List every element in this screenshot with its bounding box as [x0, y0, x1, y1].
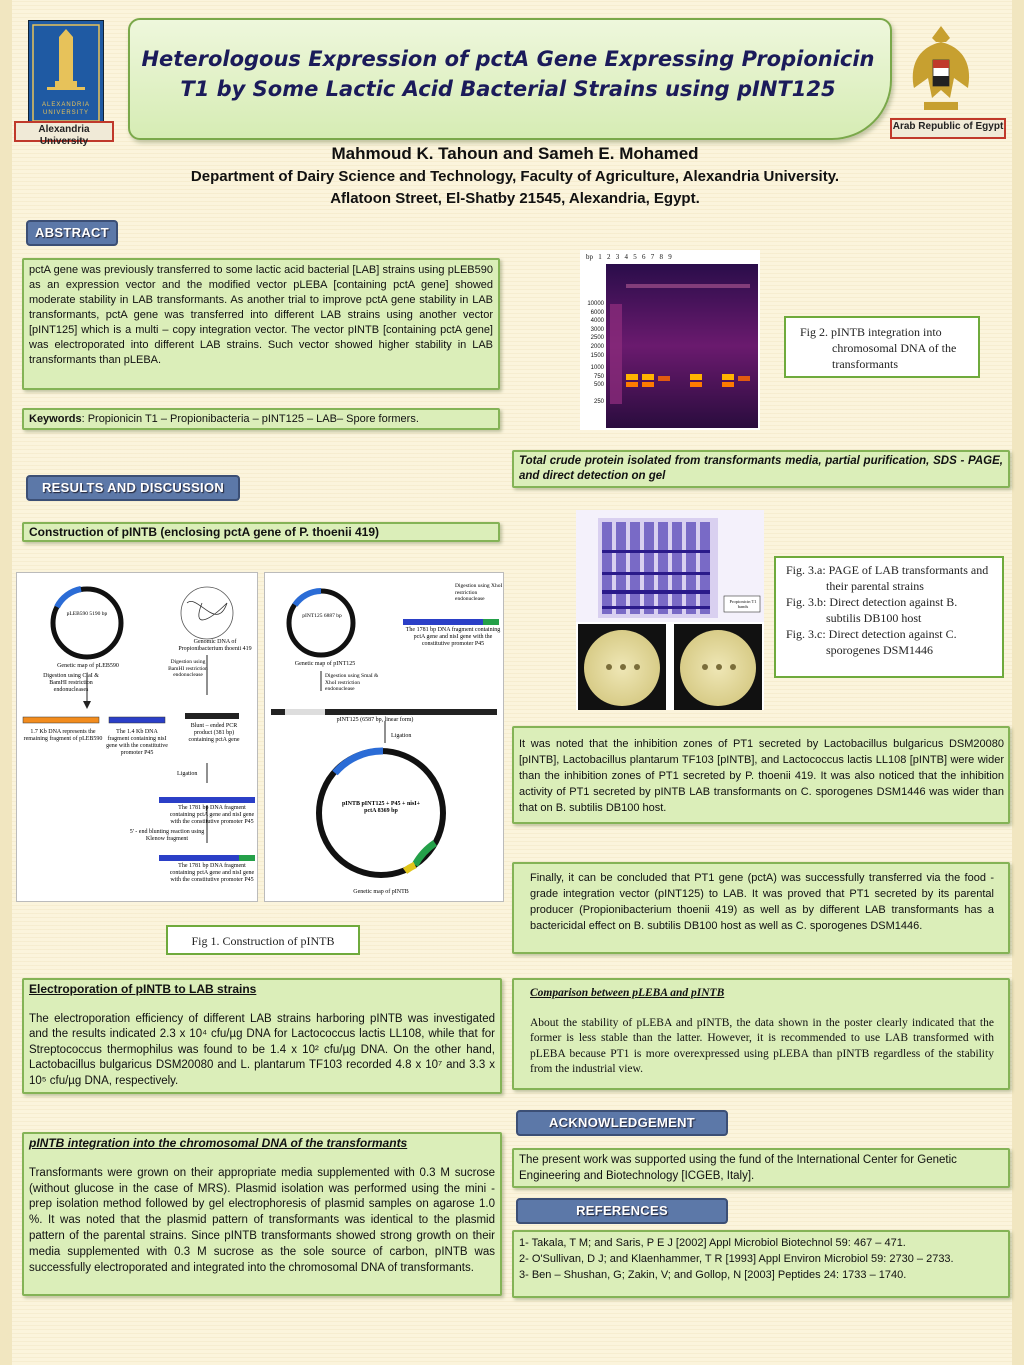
reference-2: 2- O'Sullivan, D J; and Klaenhammer, T R [1993] Appl Environ Microbiol 59: 2730 – 2733. — [519, 1253, 954, 1265]
fig1-ligation-left: Ligation — [177, 771, 198, 777]
fig2-caption: Fig 2. pINTB integration into chromosomal DNA of the transformants — [800, 325, 957, 371]
fig1-ligation-right: Ligation — [391, 733, 412, 739]
fig3-heading-panel — [512, 450, 1010, 488]
fig1-fragment-1781: The 1781 bp DNA fragment containing pctA gene and nisI gene with the constitutive promoter P45 — [169, 805, 255, 825]
conclusion-panel — [512, 862, 1010, 954]
fig1-digestion-sma: Digestion using SmaI & XhoI restriction endonuclease — [325, 673, 379, 692]
inhibition-text: It was noted that the inhibition zones of PT1 secreted by Lactobacillus bulgaricus DSM20080 [pINTB], Lactobacillus plantarum TF103 [pINTB], and Lactococcus lactis LL108 [pINTB] were wider than the inhibition zones of PT1 secreted by P. thoenii 419. It was also noticed that the inhibition activity of PT1 secreted by pINTB LAB transformants on C. sporogenes DSM1446 was wider than that on B. subtilis DB100 host. — [519, 738, 1004, 814]
fig3-plate-b — [578, 624, 666, 710]
university-label: Alexandria University — [14, 121, 114, 142]
fig2-caption-box — [784, 316, 980, 378]
integration-panel — [22, 1132, 502, 1296]
fig3-caption-b: Fig. 3.b: Direct detection against B. subtilis DB100 host — [786, 595, 958, 625]
affiliation-line-2: Aflatoon Street, El-Shatby 21545, Alexandria, Egypt. — [330, 190, 700, 207]
references-panel — [512, 1230, 1010, 1298]
authors: Mahmoud K. Tahoun and Sameh E. Mohamed — [331, 144, 699, 163]
fig1-digestion-xho: Digestion using XhoI restriction endonuclease — [455, 583, 503, 602]
electroporation-panel — [22, 978, 502, 1094]
fig2-lane-header: bp 1 2 3 4 5 6 7 8 9 — [586, 253, 672, 261]
fig1-pcr: Digestion using BamHI restriction endonuclease — [168, 659, 208, 678]
abstract-heading: ABSTRACT — [26, 220, 118, 246]
electroporation-text: The electroporation efficiency of different LAB strains harboring pINTB was investigated and the results indicated 2.3 x 10⁴ cfu/µg DNA for Lactococcus lactis LL108, while that for Streptococcus thermophilus was found to be 1.4 x 10² cfu/µg DNA. On the other hand, Lactobacillus bulgaricus DSM20080 and L. plantarum TF103 recorded 4.8 x 10⁷ and 3.3 x 10⁵ cfu/µg DNA, respectively. — [29, 1012, 495, 1087]
comparison-heading: Comparison between pLEBA and pINTB — [530, 987, 725, 999]
reference-1: 1- Takala, T M; and Saris, P E J [2002] Appl Microbiol Biotechnol 59: 467 – 471. — [519, 1237, 906, 1249]
acknowledgement-panel — [512, 1148, 1010, 1188]
fig1-fragment-1781-c: The 1781 bp DNA fragment containing pctA gene and nisI gene with the constitutive promoter P45 — [405, 627, 501, 647]
abstract-panel — [22, 258, 500, 390]
fig1-fragment-14: The 1.4 Kb DNA fragment containing nisI gene with the constitutive promoter P45 — [106, 729, 168, 756]
reference-3: 3- Ben – Shushan, G; Zakin, V; and Gollop, N [2003] Peptides 24: 1733 – 1740. — [519, 1269, 907, 1281]
fig2-ladder: 10000 6000 4000 3000 2500 2000 1500 1000 750 500 250 — [587, 301, 604, 405]
fig1-caption: Fig 1. Construction of pINTB — [191, 934, 335, 948]
fig1-blunt: Blunt – ended PCR product (381 bp) containing pctA gene — [188, 723, 240, 743]
fig1-caption-box — [166, 925, 360, 955]
logo-text: ALEXANDRIA UNIVERSITY — [41, 102, 90, 116]
fig1-right-panel — [264, 572, 504, 902]
alexandria-university-logo — [28, 20, 104, 126]
fig3-caption-c: Fig. 3.c: Direct detection against C. sporogenes DSM1446 — [786, 627, 957, 657]
poster-title — [138, 44, 878, 104]
fig1-fragment-1781-b: The 1781 bp DNA fragment containing pctA gene and nisI gene with the constitutive promoter P45 — [169, 863, 255, 883]
fig1-map-pleb590: Genetic map of pLEB590 — [57, 663, 119, 669]
fig2-gel-image — [580, 250, 760, 430]
electroporation-heading: Electroporation of pINTB to LAB strains — [29, 982, 257, 996]
keywords-text: : Propionicin T1 – Propionibacteria – pINT125 – LAB– Spore formers. — [81, 413, 419, 425]
fig1-fragment-17: 1.7 Kb DNA represents the remaining fragment of pLEB590 — [23, 729, 103, 742]
abstract-text: pctA gene was previously transferred to some lactic acid bacterial [LAB] strains using pLEB590 as an expression vector and the modified vector pLEBA [containing pctA gene] showed moderate stability in LAB transformants. As another trial to improve pctA gene stability in LAB transformants, pctA gene was transferred into different LAB strains using another vector [pINT125] which is a multi – copy integration vector. The vector pINTB [containing pctA gene] was electroporated into different LAB strains. Such vector showed higher stability in LAB transformants than pLEBA. — [29, 264, 493, 366]
keywords-label: Keywords — [29, 413, 82, 425]
fig1-klenow: 5' - end blunting reaction using Klenow fragment — [129, 829, 205, 842]
fig1-genomic: Genomic DNA of Propionibacterium thoenii 419 — [178, 639, 252, 652]
keywords-panel — [22, 408, 500, 430]
fig1-linear: pINT125 (6587 bp, linear form) — [336, 717, 414, 723]
fig3-caption-box — [774, 556, 1004, 678]
fig1-map-pintb: Genetic map of pINTB — [353, 889, 409, 895]
fig3-heading: Total crude protein isolated from transformants media, partial purification, SDS - PAGE, and direct detection on gel — [519, 455, 1003, 482]
construction-heading-panel — [22, 522, 500, 542]
acknowledgement-heading: ACKNOWLEDGEMENT — [516, 1110, 728, 1136]
affiliation-line-1: Department of Dairy Science and Technology, Faculty of Agriculture, Alexandria University. — [190, 168, 840, 185]
left-edge-strip — [0, 0, 12, 1365]
fig1-map-pint125: Genetic map of pINT125 — [294, 661, 356, 667]
integration-heading: pINTB integration into the chromosomal DNA of the transformants — [29, 1136, 408, 1150]
title-line-2: T1 by Some Lactic Acid Bacterial Strains using pINT125 — [180, 77, 836, 101]
egypt-eagle-emblem — [906, 18, 976, 118]
fig1-pint125: pINT125 6887 bp — [302, 613, 342, 619]
fig1-pleb590: pLEB590 5190 bp — [66, 611, 108, 617]
country-label: Arab Republic of Egypt — [890, 118, 1006, 139]
fig1-left-panel — [16, 572, 258, 902]
comparison-panel — [512, 978, 1010, 1090]
right-edge-strip — [1012, 0, 1024, 1365]
fig1-pintb: pINTB pINT125 + P45 + nisI+ pctA 8369 bp — [341, 801, 421, 814]
title-line-1: Heterologous Expression of pctA Gene Expressing Propionicin — [141, 47, 875, 71]
fig1-digestion-cla: Digestion using ClaI & BamHI restriction endonucleases — [43, 673, 99, 693]
acknowledgement-text: The present work was supported using the fund of the International Center for Genetic Engineering and Biotechnology [ICGEB, Italy]. — [519, 1154, 957, 1182]
fig3-image-group — [576, 510, 764, 710]
inhibition-panel — [512, 726, 1010, 824]
construction-heading: Construction of pINTB (enclosing pctA gene of P. thoenii 419) — [29, 525, 380, 539]
fig3-gel-label: Propionicin T1 bands — [729, 599, 757, 609]
results-heading: RESULTS AND DISCUSSION — [26, 475, 240, 501]
conclusion-text: Finally, it can be concluded that PT1 gene (pctA) was successfully transferred via the food - grade integration vector (pINT125) to LAB. It was proved that PT1 secreted by its parental producer (Propionibacterium thoenii 419) as well as by different LAB transformants has a bactericidal effect on B. subtilis DB100 host as well as C. sporogenes DSM1446. — [530, 872, 994, 932]
references-heading: REFERENCES — [516, 1198, 728, 1224]
fig3-caption-a: Fig. 3.a: PAGE of LAB transformants and their parental strains — [786, 563, 989, 593]
integration-text: Transformants were grown on their appropriate media supplemented with 0.3 M sucrose (without glucose in the case of MRS). Plasmid isolation was performed using the mini - prep isolation method followed by gel electrophoresis of plasmid samples on agarose 1.0 %. It was noted that the plasmid pattern of transformants was identical to the plasmid pattern of the parental strains. Since pINTB transformants showed strong growth on their media supplemented with 0.3 M sucrose as the sole source of carbon, pINTB was successfully electroporated and integrated into the chromosomal DNA of transformants. — [29, 1166, 495, 1274]
fig3-plate-c — [674, 624, 762, 710]
comparison-text: About the stability of pLEBA and pINTB, the data shown in the poster clearly indicated that the former is less stable than the latter. However, it is recommended to use LAB transformed with pLEBA because PT1 is more overexpressed using pLEBA than pINTB regardless of the stability from the industrial view. — [530, 1016, 994, 1075]
